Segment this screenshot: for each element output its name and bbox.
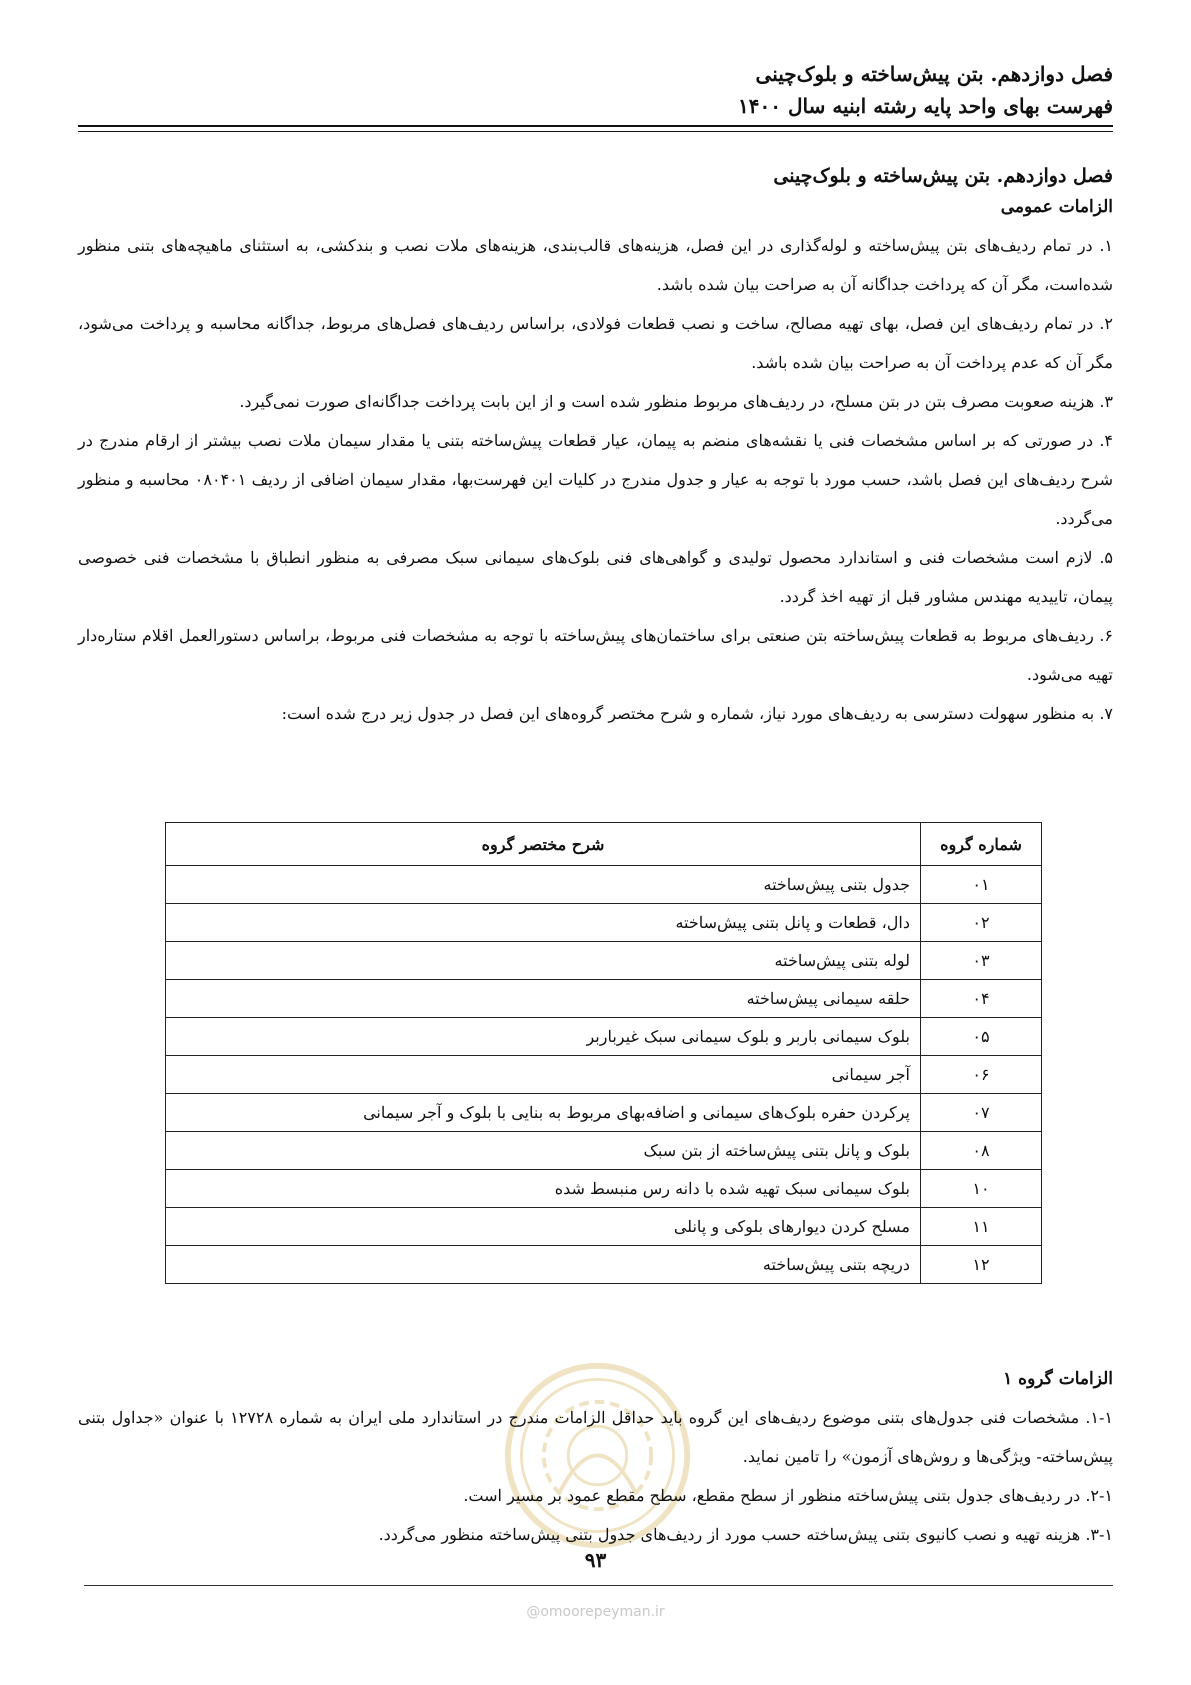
group-number: ۰۷: [921, 1094, 1042, 1132]
group-number: ۰۴: [921, 980, 1042, 1018]
group-number: ۰۶: [921, 1056, 1042, 1094]
group-description: مسلح کردن دیوارهای بلوکی و پانلی: [166, 1208, 921, 1246]
table-row: [166, 980, 1042, 1018]
group-number: ۰۳: [921, 942, 1042, 980]
group-description: حلقه سیمانی پیش‌ساخته: [166, 980, 921, 1018]
paragraph: ۳-۱. هزینه تهیه و نصب کانیوی بتنی پیش‌ساخته حسب مورد از ردیف‌های جدول بتنی پیش‌ساخته منظور می‌گردد.: [378, 1525, 1113, 1544]
groups-table-container: [165, 822, 1042, 1284]
group-number: ۰۲: [921, 904, 1042, 942]
page-number: ۹۳: [584, 1548, 607, 1572]
group-description: لوله بتنی پیش‌ساخته: [166, 942, 921, 980]
group1-requirements: [78, 1364, 1113, 1554]
group1-title: الزامات گروه ۱: [1003, 1369, 1113, 1389]
footer-divider: [84, 1585, 1113, 1586]
column-header-description: شرح مختصر گروه: [166, 823, 921, 866]
group-description: پرکردن حفره بلوک‌های سیمانی و اضافه‌بهای مربوط به بنایی با بلوک و آجر سیمانی: [166, 1094, 921, 1132]
header-chapter-title: فصل دوازدهم. بتن پیش‌ساخته و بلوک‌چینی: [755, 62, 1113, 86]
page-header: [78, 58, 1113, 122]
table-row: [166, 942, 1042, 980]
section-body: [78, 160, 1113, 733]
group-number: ۱۱: [921, 1208, 1042, 1246]
paragraph: ۳. هزینه صعوبت مصرف بتن در بتن مسلح، در ردیف‌های مربوط منظور شده است و از این بابت پرداخت جداگانه‌ای صورت نمی‌گیرد.: [239, 392, 1113, 411]
table-row: [166, 1246, 1042, 1284]
table-row: [166, 904, 1042, 942]
group-number: ۰۱: [921, 866, 1042, 904]
table-row: [166, 1056, 1042, 1094]
groups-table: [165, 822, 1042, 1284]
group-description: بلوک و پانل بتنی پیش‌ساخته از بتن سبک: [166, 1132, 921, 1170]
watermark-text: @omoorepeyman.ir: [526, 1604, 665, 1620]
group-number: ۰۸: [921, 1132, 1042, 1170]
paragraph: ۲-۱. در ردیف‌های جدول بتنی پیش‌ساخته منظور از سطح مقطع، سطح مقطع عمود بر مسیر است.: [463, 1486, 1113, 1505]
group-description: جدول بتنی پیش‌ساخته: [166, 866, 921, 904]
group-description: بلوک سیمانی باربر و بلوک سیمانی سبک غیرباربر: [166, 1018, 921, 1056]
table-row: [166, 1208, 1042, 1246]
paragraph: ۲. در تمام ردیف‌های این فصل، بهای تهیه مصالح، ساخت و نصب قطعات فولادی، براساس ردیف‌های فصل‌های مربوط، جداگانه محاسبه و پرداخت می‌شود، مگر آن که عدم پرداخت آن به صراحت بیان شده باشد.: [78, 314, 1113, 372]
column-header-number: شماره گروه: [921, 823, 1042, 866]
header-price-list-title: فهرست بهای واحد پایه رشته ابنیه سال ۱۴۰۰: [738, 94, 1113, 118]
header-divider: [78, 125, 1113, 132]
general-requirements-title: الزامات عمومی: [1000, 197, 1113, 217]
table-row: [166, 1094, 1042, 1132]
group-description: آجر سیمانی: [166, 1056, 921, 1094]
table-row: [166, 1018, 1042, 1056]
group-description: دال، قطعات و پانل بتنی پیش‌ساخته: [166, 904, 921, 942]
group-number: ۱۲: [921, 1246, 1042, 1284]
table-header-row: [166, 823, 1042, 866]
paragraph: ۱. در تمام ردیف‌های بتن پیش‌ساخته و لوله‌گذاری در این فصل، هزینه‌های قالب‌بندی، هزینه‌های ملات نصب و بندکشی، به استثنای ماهیچه‌های بتنی منظور شده‌است، مگر آن که پرداخت جداگانه آن به صراحت بیان شده باشد.: [78, 236, 1113, 294]
section-title: فصل دوازدهم. بتن پیش‌ساخته و بلوک‌چینی: [773, 165, 1113, 187]
paragraph: ۴. در صورتی که بر اساس مشخصات فنی یا نقشه‌های منضم به پیمان، عیار قطعات پیش‌ساخته بتنی یا مقدار سیمان ملات نصب بیشتر از ارقام مندرج در شرح ردیف‌های این فصل باشد، حسب مورد با توجه به عیار و جدول مندرج در کلیات این فهرست‌بها، مقدار سیمان اضافی از ردیف ۰۸۰۴۰۱ محاسبه و منظور می‌گردد.: [78, 431, 1114, 528]
table-row: [166, 1132, 1042, 1170]
group-description: دریچه بتنی پیش‌ساخته: [166, 1246, 921, 1284]
group-number: ۰۵: [921, 1018, 1042, 1056]
group-number: ۱۰: [921, 1170, 1042, 1208]
paragraph: ۱-۱. مشخصات فنی جدول‌های بتنی موضوع ردیف‌های این گروه باید حداقل الزامات مندرج در استاندارد ملی ایران به شماره ۱۲۷۲۸ با عنوان «جداول بتنی پیش‌ساخته- ویژگی‌ها و روش‌های آزمون» را تامین نماید.: [78, 1408, 1113, 1466]
paragraph: ۷. به منظور سهولت دسترسی به ردیف‌های مورد نیاز، شماره و شرح مختصر گروه‌های این فصل در جدول زیر درج شده است:: [281, 704, 1113, 723]
table-row: [166, 866, 1042, 904]
paragraph: ۵. لازم است مشخصات فنی و استاندارد محصول تولیدی و گواهی‌های فنی بلوک‌های سیمانی سبک مصرفی به منظور انطباق با مشخصات فنی خصوصی پیمان، تاییدیه مهندس مشاور قبل از تهیه اخذ گردد.: [78, 548, 1113, 606]
group-description: بلوک سیمانی سبک تهیه شده با دانه رس منبسط شده: [166, 1170, 921, 1208]
table-row: [166, 1170, 1042, 1208]
paragraph: ۶. ردیف‌های مربوط به قطعات پیش‌ساخته بتن صنعتی برای ساختمان‌های پیش‌ساخته با توجه به مشخصات فنی مربوط، براساس دستورالعمل اقلام ستاره‌دار تهیه می‌شود.: [78, 626, 1113, 684]
